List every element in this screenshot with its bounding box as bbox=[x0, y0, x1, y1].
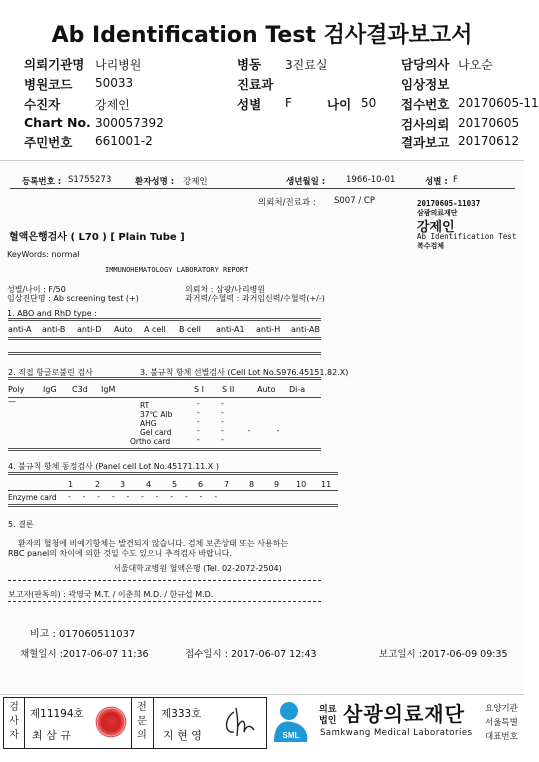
lab-report-title: IMMUNOHEMATOLOGY LABORATORY REPORT bbox=[105, 266, 249, 274]
org-name: 삼광의료재단 bbox=[343, 702, 465, 726]
abo-col: anti-H bbox=[256, 325, 281, 334]
panel-col: 1 bbox=[68, 480, 74, 489]
lab-contact: 서울대학교병원 혈액은행 (Tel. 02-2072-2504) bbox=[113, 564, 282, 573]
ward-value: 3진료실 bbox=[285, 58, 328, 72]
abo-col: anti-A1 bbox=[216, 325, 245, 334]
keywords: KeyWords: normal bbox=[7, 250, 80, 259]
request-date-value: 20170605 bbox=[458, 116, 520, 130]
conclusion-line-2: RBC panel의 차이에 의한 것일 수도 있으니 추적검사 바랍니다. bbox=[8, 549, 232, 558]
abo-col: A cell bbox=[144, 325, 166, 334]
sex-value: F bbox=[285, 96, 292, 110]
abo-col: Auto bbox=[114, 325, 133, 334]
panel-col: 5 bbox=[172, 480, 178, 489]
specialist-license-no: 제333호 bbox=[161, 708, 202, 720]
patient-label: 수진자 bbox=[24, 97, 61, 112]
sex-age: 성별/나이 : F/50 bbox=[7, 285, 66, 294]
patient-name-label: 환자성명 : bbox=[135, 177, 175, 187]
requester: 의뢰처 : 삼광/나리병원 bbox=[185, 285, 266, 294]
panel-col: 10 bbox=[296, 480, 307, 489]
accession-value: 20170605-11 bbox=[458, 96, 539, 110]
screen-col: Di-a bbox=[289, 385, 306, 394]
sex2-value: F bbox=[453, 175, 458, 185]
sex-label: 성별 bbox=[237, 97, 262, 112]
label-name: 강제인 bbox=[417, 220, 455, 235]
panel-col: 4 bbox=[146, 480, 152, 489]
age-label: 나이 bbox=[327, 97, 352, 112]
section-3-title: 3. 불규칙 항체 선별검사 (Cell Lot No.S976.45151.82.X) bbox=[140, 368, 349, 377]
dat-col: IgM bbox=[101, 385, 116, 394]
org-english-name: Samkwang Medical Laboratories bbox=[320, 728, 473, 738]
screen-row-label: 37℃ Alb bbox=[140, 410, 173, 419]
accession-label: 접수번호 bbox=[401, 97, 450, 112]
label-sub: 복수검체 bbox=[417, 242, 445, 250]
side-info-3: 대표번호 bbox=[485, 732, 518, 742]
report-title: Ab Identification Test 검사결과보고서 bbox=[51, 23, 473, 48]
panel-col: 9 bbox=[274, 480, 280, 489]
org-prefix-2: 법인 bbox=[319, 716, 337, 726]
abo-col: anti-D bbox=[77, 325, 102, 334]
age-value: 50 bbox=[361, 96, 377, 110]
patient-name-value: 강제인 bbox=[183, 177, 208, 187]
label-org: 삼광의료재단 bbox=[417, 209, 458, 217]
abo-col: anti-AB bbox=[291, 325, 321, 334]
dept2-value: S007 / CP bbox=[334, 196, 375, 206]
dat-col: IgG bbox=[43, 385, 57, 394]
report-date-label: 결과보고 bbox=[401, 135, 450, 150]
dept2-label: 의뢰처/진료과 : bbox=[258, 198, 316, 208]
sex2-label: 성별 : bbox=[425, 177, 448, 187]
screen-col: S I bbox=[194, 385, 204, 394]
official-seal-icon bbox=[95, 706, 127, 738]
panel-col: 8 bbox=[249, 480, 255, 489]
enzyme-card-label: Enzyme card bbox=[8, 493, 57, 502]
side-info-1: 요양기관 bbox=[485, 704, 518, 714]
panel-col: 7 bbox=[224, 480, 230, 489]
section-5-title: 5. 결론 bbox=[8, 520, 34, 529]
dob-label: 생년월일 : bbox=[286, 177, 326, 187]
hospital-value: 나리병원 bbox=[95, 58, 142, 72]
abo-col: B cell bbox=[179, 325, 201, 334]
sml-logo-icon bbox=[269, 698, 315, 746]
label-number: 20170605-11037 bbox=[417, 199, 481, 208]
tester-name: 최 삼 규 bbox=[32, 729, 71, 742]
dob-value: 1966-10-01 bbox=[346, 175, 396, 185]
id-no-label: 주민번호 bbox=[24, 135, 73, 150]
clinical-info-label: 임상정보 bbox=[401, 77, 450, 92]
specialist-name: 지 현 영 bbox=[163, 729, 202, 742]
chart-no-value: 300057392 bbox=[95, 116, 164, 130]
org-prefix-1: 의료 bbox=[319, 705, 337, 715]
reg-no-value: S1755273 bbox=[68, 175, 112, 185]
screen-col: Auto bbox=[257, 385, 276, 394]
receipt-datetime: 접수일시 : 2017-06-07 12:43 bbox=[185, 649, 317, 660]
screen-row-label: AHG bbox=[140, 419, 157, 428]
barcode-note: 비고 : 017060511037 bbox=[30, 629, 136, 640]
section-4-title: 4. 불규칙 항체 동정검사 (Panel cell Lot No.45171.11.X ) bbox=[8, 462, 219, 471]
signature-icon bbox=[220, 704, 260, 740]
abo-col: anti-B bbox=[42, 325, 66, 334]
abo-col: anti-A bbox=[8, 325, 32, 334]
report-date-value: 20170612 bbox=[458, 134, 520, 148]
dat-col: Poly bbox=[8, 385, 25, 394]
sml-text: SML bbox=[282, 731, 300, 740]
doctor-value: 나오순 bbox=[458, 58, 493, 72]
report-datetime: 보고일시 :2017-06-09 09:35 bbox=[379, 649, 508, 660]
tester-vertical-label: 검사자 bbox=[9, 702, 19, 741]
patient-value: 강제인 bbox=[95, 98, 130, 112]
hospital-code-value: 50033 bbox=[95, 76, 134, 90]
clinical-diagnosis: 임상진단명 : Ab screening test (+) bbox=[7, 294, 139, 303]
hospital-code-label: 병원코드 bbox=[24, 77, 73, 92]
screen-row-label: Ortho card bbox=[130, 437, 171, 446]
section-1-title: 1. ABO and RhD type : bbox=[7, 309, 97, 318]
panel-col: 11 bbox=[321, 480, 332, 489]
hospital-label: 의뢰기관명 bbox=[24, 57, 85, 72]
screen-row-label: Gel card bbox=[140, 428, 172, 437]
request-date-label: 검사의뢰 bbox=[401, 117, 450, 132]
transfusion-history: 과거력/수혈력 : 과거임신력/수혈력(+/-) bbox=[185, 294, 325, 303]
specialist-vertical-label: 전문의 bbox=[137, 702, 147, 741]
panel-col: 6 bbox=[198, 480, 204, 489]
collection-datetime: 채혈일시 :2017-06-07 11:36 bbox=[20, 649, 149, 660]
label-test: Ab Identification Test bbox=[417, 232, 517, 241]
side-info-2: 서울특별 bbox=[485, 718, 518, 728]
dat-col: C3d bbox=[72, 385, 88, 394]
reg-no-label: 등록번호 : bbox=[22, 177, 62, 187]
screen-row-label: RT bbox=[140, 401, 150, 410]
id-no-value: 661001-2 bbox=[95, 134, 153, 148]
panel-col: 2 bbox=[95, 480, 101, 489]
test-title: 혈액은행검사 ( L70 ) [ Plain Tube ] bbox=[9, 232, 185, 243]
chart-no-label: Chart No. bbox=[24, 115, 91, 130]
conclusion-line-1: 환자의 혈청에 비예기항체는 발견되지 않습니다. 검체 보존상태 또는 사용하는 bbox=[18, 539, 289, 548]
dept-label: 진료과 bbox=[237, 77, 274, 92]
section-2-title: 2. 직접 항글로불린 검사 bbox=[8, 368, 93, 377]
ward-label: 병동 bbox=[237, 57, 262, 72]
reporter: 보고자(판독의) : 곽영국 M.T. / 이춘희 M.D. / 한규섭 M.D. bbox=[8, 590, 214, 599]
panel-col: 3 bbox=[120, 480, 126, 489]
specimen-label bbox=[412, 197, 522, 250]
screen-col: S II bbox=[222, 385, 235, 394]
doctor-label: 담당의사 bbox=[401, 57, 450, 72]
tester-license-no: 제11194호 bbox=[30, 708, 84, 720]
